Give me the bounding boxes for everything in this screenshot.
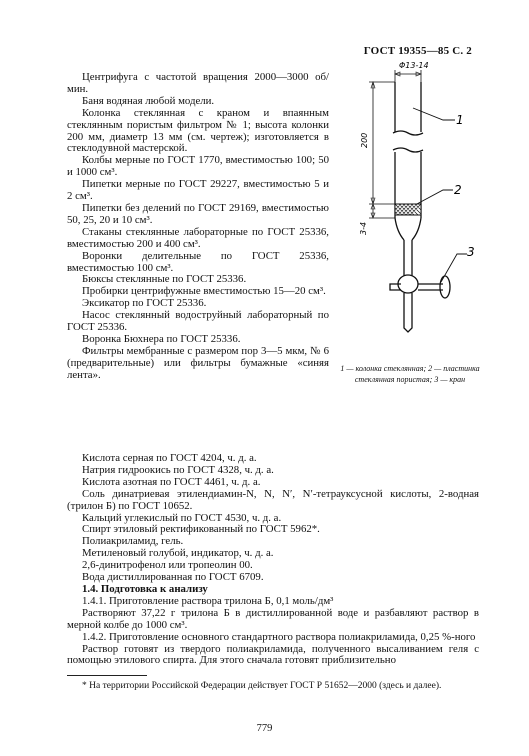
reagent-list (67, 453, 479, 667)
list-item: Пипетки мерные по ГОСТ 29227, вместимостью 5 и 2 см³. (67, 178, 329, 203)
list-item: Спирт этиловый ректификованный по ГОСТ 5962*. (82, 523, 320, 536)
list-item: Эксикатор по ГОСТ 25336. (82, 297, 207, 310)
list-item: Колонка стеклянная с краном и впаянным стеклянным пористым фильтром № 1; высота колонки 200 мм, диаметр 13 мм (см. чертеж); изготовляется в стеклодувной мастерской. (67, 106, 329, 155)
list-item: Соль динатриевая этилендиамин-N, N, N′, N′-тетрауксусной кислоты, 2-водная (трилон Б) по ГОСТ 10652. (67, 487, 479, 512)
list-item: Натрия гидроокись по ГОСТ 4328, ч. д. а. (82, 463, 274, 476)
subsection-title: 1.4.1. Приготовление раствора трилона Б, 0,1 моль/дм³ (82, 594, 334, 607)
subsection-title: 1.4.2. Приготовление основного стандартного раствора полиакриламида, 0,25 %-ного (82, 630, 476, 643)
callout-2: 2 (454, 183, 462, 197)
list-item: Стаканы стеклянные лабораторные по ГОСТ 25336, вместимостью 200 и 400 см³. (67, 225, 329, 250)
list-item: Пипетки без делений по ГОСТ 29169, вместимостью 50, 25, 20 и 10 см³. (67, 201, 329, 226)
list-item: Кислота азотная по ГОСТ 4461, ч. д. а. (82, 475, 261, 488)
list-item: Воронка Бюхнера по ГОСТ 25336. (82, 332, 241, 345)
list-item: Центрифуга с частотой вращения 2000—3000 об/мин. (67, 71, 329, 95)
list-item: Фильтры мембранные с размером пор 3—5 мкм, № 6 (предварительные) или фильтры бумажные «синяя лента». (67, 344, 329, 381)
footnote-divider (67, 675, 147, 676)
figure-caption: 1 — колонка стеклянная; 2 — пластинка стеклянная пористая; 3 — кран (340, 364, 480, 384)
list-item: Баня водяная любой модели. (82, 94, 215, 107)
footnote: * На территории Российской Федерации действует ГОСТ Р 51652—2000 (здесь и далее). (82, 681, 442, 691)
list-item: Метиленовый голубой, индикатор, ч. д. а. (82, 547, 274, 560)
list-item: Кальций углекислый по ГОСТ 4530, ч. д. а. (82, 511, 282, 524)
callout-3: 3 (467, 245, 475, 259)
list-item: Колбы мерные по ГОСТ 1770, вместимостью 100; 50 и 1000 см³. (67, 154, 329, 179)
list-item: Бюксы стеклянные по ГОСТ 25336. (82, 273, 247, 286)
page-number: 779 (256, 723, 273, 734)
column-drawing (333, 60, 493, 360)
list-item: Вода дистиллированная по ГОСТ 6709. (82, 571, 264, 584)
paragraph: Растворяют 37,22 г трилона Б в дистиллированной воде и разбавляют раствор в мерной колбе до 1000 см³. (67, 606, 479, 631)
diameter-label: Φ13-14 (399, 61, 429, 70)
equipment-list (67, 72, 329, 382)
list-item: Кислота серная по ГОСТ 4204, ч. д. а. (82, 452, 257, 464)
paragraph: Раствор готовят из твердого полиакриламида, полученного высаливанием геля с помощью этилового спирта. Для этого сначала готовят приблизительно (67, 642, 479, 667)
callout-1: 1 (456, 113, 464, 127)
page-header: ГОСТ 19355—85 С. 2 (363, 45, 472, 57)
list-item: Воронки делительные по ГОСТ 25336, вместимостью 100 см³. (67, 249, 329, 274)
plate-offset-label: 3-4 (359, 221, 368, 235)
list-item: Пробирки центрифужные вместимостью 15—20 см³. (82, 285, 326, 298)
list-item: 2,6-динитрофенол или тропеолин 00. (82, 559, 253, 572)
list-item: Полиакриламид, гель. (82, 535, 184, 548)
list-item: Насос стеклянный водоструйный лабораторный по ГОСТ 25336. (67, 309, 329, 334)
height-label: 200 (360, 132, 369, 148)
section-heading: 1.4. Подготовка к анализу (82, 582, 208, 595)
